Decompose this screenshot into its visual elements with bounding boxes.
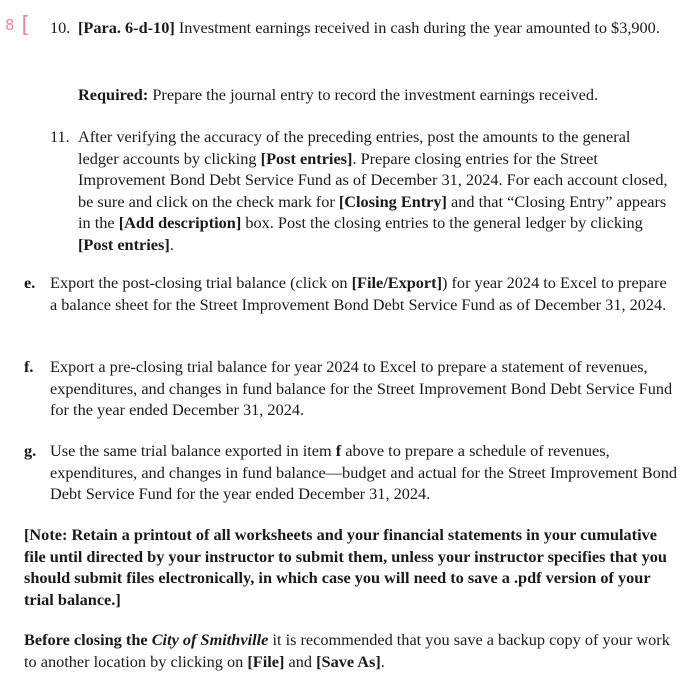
post-entries-ref: [Post entries] [260, 148, 353, 168]
item-10-required [78, 84, 674, 106]
closing-text-2: and [288, 651, 313, 671]
item-e-label: e. [24, 273, 36, 292]
required-label: Required: [78, 85, 149, 104]
item-11-text [78, 126, 674, 255]
closing-paragraph [24, 629, 676, 672]
item-g [0, 440, 682, 506]
item-11-text-4: box. Post the closing entries to the general ledger by clicking [245, 213, 643, 232]
annotation-bracket: [ [21, 13, 31, 38]
item-11-text-1: After verifying the accuracy of the preceding entries, post the amounts to the general ledger accounts by clicking [78, 127, 631, 168]
post-entries-ref-2: [Post entries] [78, 234, 170, 254]
closing-entry-ref: [Closing Entry] [338, 191, 447, 211]
item-e-text [50, 272, 674, 315]
item-g-text [50, 440, 680, 505]
closing-text-1: it is recommended that you save a backup copy of your work to another location by clicking on [24, 630, 670, 671]
item-f [0, 356, 682, 422]
item-11-text-2: . Prepare closing entries for the Street Improvement Bond Debt Service Fund as of December 31, 2024. For each account closed, be sure and click on the check mark for [78, 148, 668, 211]
item-10-body: Investment earnings received in cash during the year amounted to $3,900. [178, 18, 660, 37]
city-name: City of Smithville [151, 630, 269, 649]
file-export-ref: [File/Export] [351, 273, 443, 292]
closing-text-3: . [380, 651, 385, 671]
item-e-text-1: Export the post-closing trial balance (click on [50, 273, 348, 292]
item-g-text-1: Use the same trial balance exported in item [50, 441, 332, 460]
item-e [0, 272, 682, 338]
item-f-ref: f [335, 441, 342, 460]
item-11-number: 11. [50, 127, 70, 146]
add-description-ref: [Add description] [118, 213, 242, 232]
required-text: Prepare the journal entry to record the investment earnings received. [152, 85, 599, 104]
save-as-ref: [Save As] [316, 651, 381, 671]
item-10-ref: [Para. 6-d-10] [78, 18, 175, 37]
item-g-label: g. [24, 441, 37, 460]
file-ref: [File] [247, 651, 285, 671]
annotation-mark: 8 [5, 16, 16, 34]
item-e-text-2: ) for year 2024 to Excel to prepare a balance sheet for the Street Improvement Bond Debt Service Fund as of December 31, 2024. [50, 273, 667, 314]
item-10-number: 10. [50, 18, 71, 37]
item-10 [0, 17, 682, 67]
item-f-text: Export a pre-closing trial balance for year 2024 to Excel to prepare a statement of revenues, expenditures, and changes in fund balance for the Street Improvement Bond Debt Service Fund for the year ended December 31, 2024. [50, 357, 673, 419]
item-11-text-5: . [169, 234, 174, 254]
note-paragraph [24, 524, 676, 610]
note-text: [Note: Retain a printout of all worksheets and your financial statements in your cumulative file until directed by your instructor to submit them, unless your instructor specifies that you should submit files electronically, in which case you will need to save a .pdf version of your trial balance.] [24, 525, 667, 609]
item-11-text-3: and that “Closing Entry” appears in the [78, 191, 667, 232]
item-g-text-2: above to prepare a schedule of revenues, expenditures, and changes in fund balance—budget and actual for the Street Improvement Bond Debt Service Fund for the year ended December 31, 2024. [50, 441, 678, 503]
closing-bold-1: Before closing the [24, 630, 148, 649]
item-f-label: f. [24, 357, 34, 376]
item-10-text [78, 17, 674, 39]
item-11 [0, 126, 682, 256]
